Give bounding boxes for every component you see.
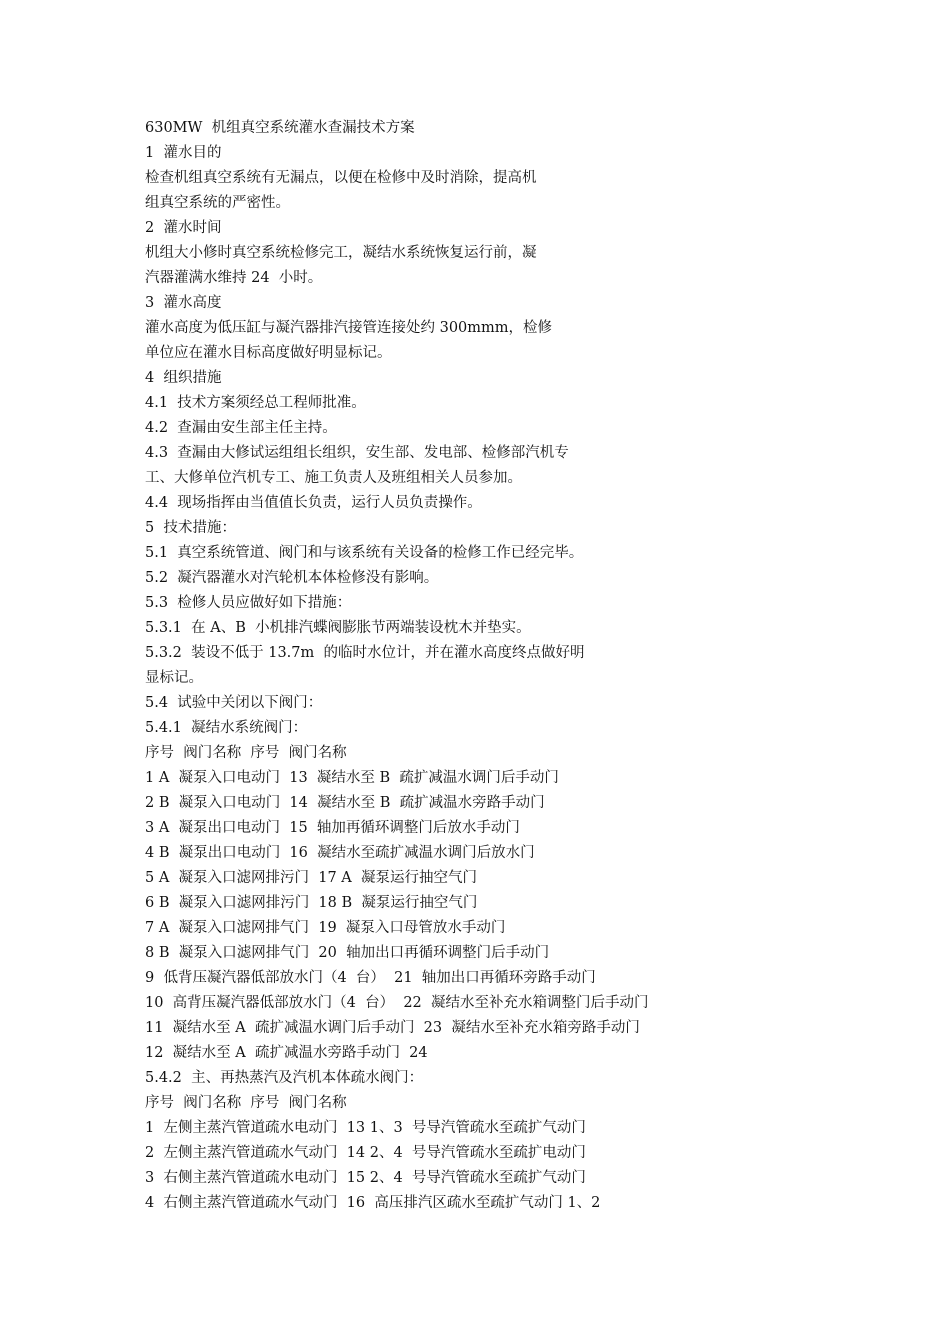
paragraph-line: 显标记。 xyxy=(145,670,203,686)
table-row: 4 右侧主蒸汽管道疏水气动门 16 高压排汽区疏水至疏扩气动门 1、2 xyxy=(145,1195,601,1211)
paragraph-line: 灌水高度为低压缸与凝汽器排汽接管连接处约 300mmm，检修 xyxy=(145,320,553,336)
section-heading: 3 灌水高度 xyxy=(145,295,222,311)
table-row: 2 左侧主蒸汽管道疏水气动门 14 2、4 号导汽管疏水至疏扩电动门 xyxy=(145,1145,586,1161)
list-item: 4.2 查漏由安生部主任主持。 xyxy=(145,420,337,436)
paragraph-line: 检查机组真空系统有无漏点，以便在检修中及时消除，提高机 xyxy=(145,170,537,186)
section-heading: 1 灌水目的 xyxy=(145,145,222,161)
table-row: 8 B 凝泵入口滤网排气门 20 轴加出口再循环调整门后手动门 xyxy=(145,945,550,961)
table-row: 9 低背压凝汽器低部放水门（4 台） 21 轴加出口再循环旁路手动门 xyxy=(145,970,596,986)
paragraph-line: 组真空系统的严密性。 xyxy=(145,195,290,211)
paragraph-line: 汽器灌满水维持 24 小时。 xyxy=(145,270,323,286)
list-item: 5.4 试验中关闭以下阀门： xyxy=(145,695,323,711)
subsection-heading: 5.4.1 凝结水系统阀门： xyxy=(145,720,308,736)
table-row: 1 A 凝泵入口电动门 13 凝结水至 B 疏扩减温水调门后手动门 xyxy=(145,770,559,786)
table-row: 7 A 凝泵入口滤网排气门 19 凝泵入口母管放水手动门 xyxy=(145,920,506,936)
section-heading: 2 灌水时间 xyxy=(145,220,222,236)
list-item: 4.4 现场指挥由当值值长负责，运行人员负责操作。 xyxy=(145,495,482,511)
list-item: 5.1 真空系统管道、阀门和与该系统有关设备的检修工作已经完毕。 xyxy=(145,545,584,561)
list-item: 4.1 技术方案须经总工程师批准。 xyxy=(145,395,366,411)
list-item: 5.3.1 在 A、B 小机排汽蝶阀膨胀节两端装设枕木并垫实。 xyxy=(145,620,531,636)
list-item: 5.2 凝汽器灌水对汽轮机本体检修没有影响。 xyxy=(145,570,439,586)
table-row: 2 B 凝泵入口电动门 14 凝结水至 B 疏扩减温水旁路手动门 xyxy=(145,795,545,811)
table-row: 3 右侧主蒸汽管道疏水电动门 15 2、4 号导汽管疏水至疏扩气动门 xyxy=(145,1170,586,1186)
table-header: 序号 阀门名称 序号 阀门名称 xyxy=(145,1095,347,1111)
table-row: 12 凝结水至 A 疏扩减温水旁路手动门 24 xyxy=(145,1045,428,1061)
subsection-heading: 5.4.2 主、再热蒸汽及汽机本体疏水阀门： xyxy=(145,1070,424,1086)
list-item: 5.3 检修人员应做好如下措施： xyxy=(145,595,352,611)
table-row: 6 B 凝泵入口滤网排污门 18 B 凝泵运行抽空气门 xyxy=(145,895,478,911)
table-row: 5 A 凝泵入口滤网排污门 17 A 凝泵运行抽空气门 xyxy=(145,870,477,886)
document-body xyxy=(145,116,905,1216)
paragraph-line: 机组大小修时真空系统检修完工，凝结水系统恢复运行前，凝 xyxy=(145,245,537,261)
section-heading: 4 组织措施 xyxy=(145,370,222,386)
document-title: 630MW 机组真空系统灌水查漏技术方案 xyxy=(145,120,415,136)
list-item: 4.3 查漏由大修试运组组长组织，安生部、发电部、检修部汽机专 xyxy=(145,445,569,461)
table-row: 1 左侧主蒸汽管道疏水电动门 13 1、3 号导汽管疏水至疏扩气动门 xyxy=(145,1120,586,1136)
section-heading: 5 技术措施： xyxy=(145,520,236,536)
paragraph-line: 单位应在灌水目标高度做好明显标记。 xyxy=(145,345,392,361)
table-row: 10 高背压凝汽器低部放水门（4 台） 22 凝结水至补充水箱调整门后手动门 xyxy=(145,995,649,1011)
table-row: 3 A 凝泵出口电动门 15 轴加再循环调整门后放水手动门 xyxy=(145,820,520,836)
table-header: 序号 阀门名称 序号 阀门名称 xyxy=(145,745,347,761)
paragraph-line: 工、大修单位汽机专工、施工负责人及班组相关人员参加。 xyxy=(145,470,522,486)
list-item: 5.3.2 装设不低于 13.7m 的临时水位计，并在灌水高度终点做好明 xyxy=(145,645,585,661)
table-row: 11 凝结水至 A 疏扩减温水调门后手动门 23 凝结水至补充水箱旁路手动门 xyxy=(145,1020,640,1036)
table-row: 4 B 凝泵出口电动门 16 凝结水至疏扩减温水调门后放水门 xyxy=(145,845,535,861)
